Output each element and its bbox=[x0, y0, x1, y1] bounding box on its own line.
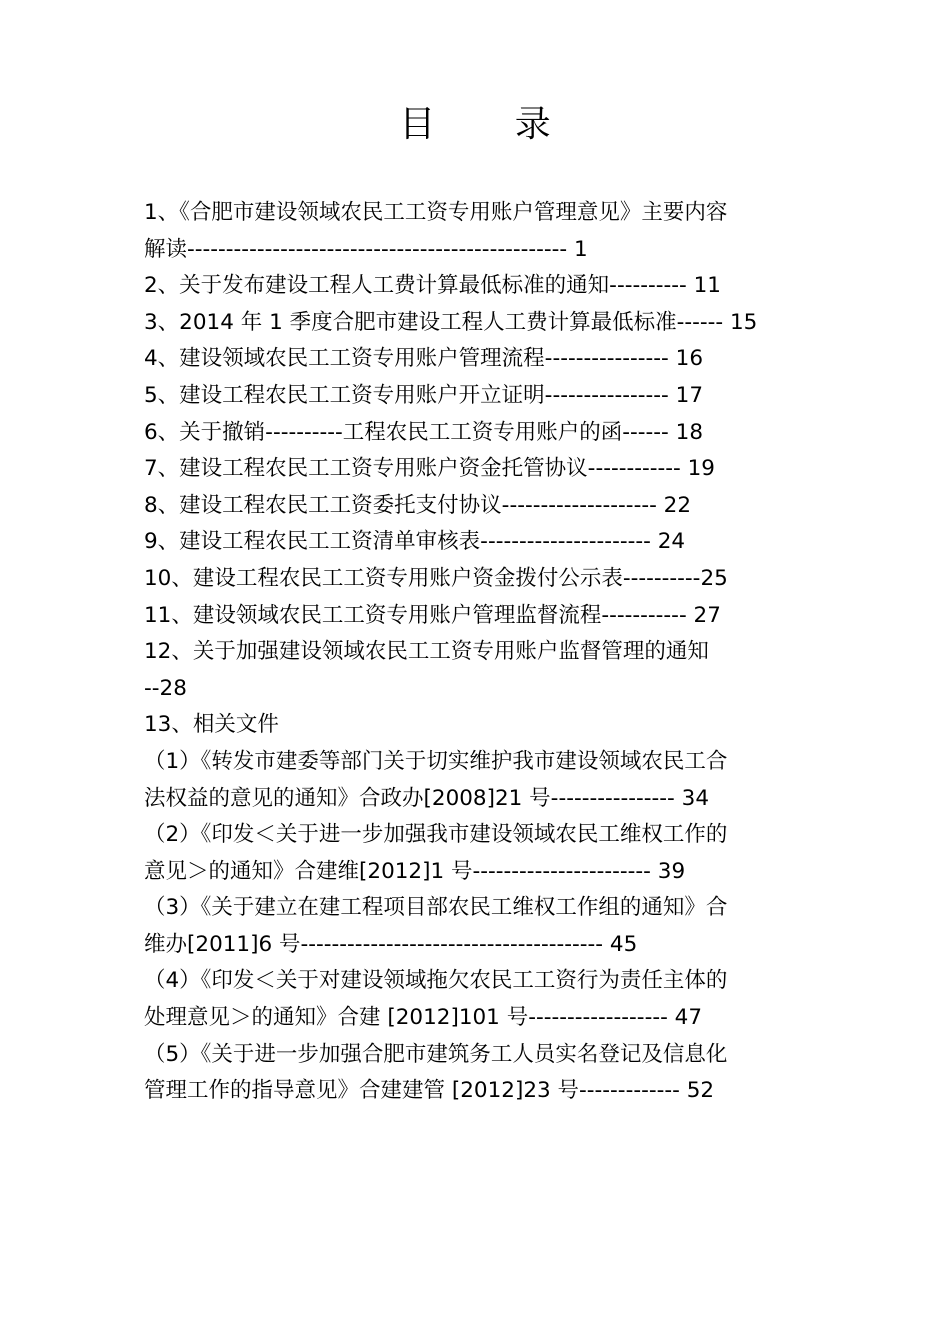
toc-line: --28 bbox=[144, 675, 187, 701]
toc-line: 5、建设工程农民工工资专用账户开立证明---------------- 17 bbox=[144, 382, 704, 408]
toc-line: 11、建设领域农民工工资专用账户管理监督流程----------- 27 bbox=[144, 602, 721, 628]
toc-line: 管理工作的指导意见》合建建管 [2012]23 号------------- 52 bbox=[144, 1078, 715, 1104]
page-title: 目 录 bbox=[399, 104, 585, 145]
toc-line: （2）《印发＜关于进一步加强我市建设领域农民工维权工作的 bbox=[144, 822, 728, 848]
table-of-contents bbox=[144, 195, 814, 1110]
toc-line: 4、建设领域农民工工资专用账户管理流程---------------- 16 bbox=[144, 346, 704, 372]
toc-line: 2、关于发布建设工程人工费计算最低标准的通知---------- 11 bbox=[144, 273, 721, 299]
toc-line: （1）《转发市建委等部门关于切实维护我市建设领域农民工合 bbox=[144, 748, 728, 774]
toc-line: 维办[2011]6 号--------------------------------------- 45 bbox=[144, 931, 638, 957]
toc-line: 10、建设工程农民工工资专用账户资金拨付公示表----------25 bbox=[144, 565, 728, 591]
toc-line: 12、关于加强建设领域农民工工资专用账户监督管理的通知 bbox=[144, 639, 709, 665]
toc-line: 处理意见＞的通知》合建 [2012]101 号------------------ 47 bbox=[144, 1005, 703, 1031]
toc-line: 7、建设工程农民工工资专用账户资金托管协议------------ 19 bbox=[144, 456, 715, 482]
toc-line: 8、建设工程农民工工资委托支付协议-------------------- 22 bbox=[144, 492, 692, 518]
toc-line: 1、《合肥市建设领域农民工工资专用账户管理意见》主要内容 bbox=[144, 200, 728, 225]
toc-line: 意见＞的通知》合建维[2012]1 号----------------------- 39 bbox=[144, 858, 686, 884]
toc-line: 9、建设工程农民工工资清单审核表---------------------- 24 bbox=[144, 529, 686, 555]
toc-line: （4）《印发＜关于对建设领域拖欠农民工工资行为责任主体的 bbox=[144, 968, 728, 994]
toc-line: 13、相关文件 bbox=[144, 712, 279, 738]
toc-line: （5）《关于进一步加强合肥市建筑务工人员实名登记及信息化 bbox=[144, 1041, 728, 1067]
toc-line: 6、关于撤销----------工程农民工工资专用账户的函------ 18 bbox=[144, 419, 704, 445]
toc-line: 法权益的意见的通知》合政办[2008]21 号---------------- 34 bbox=[144, 785, 710, 811]
toc-line: 解读------------------------------------------------- 1 bbox=[144, 236, 588, 262]
toc-line: （3）《关于建立在建工程项目部农民工维权工作组的通知》合 bbox=[144, 895, 728, 921]
toc-line: 3、2014 年 1 季度合肥市建设工程人工费计算最低标准------ 15 bbox=[144, 309, 758, 335]
